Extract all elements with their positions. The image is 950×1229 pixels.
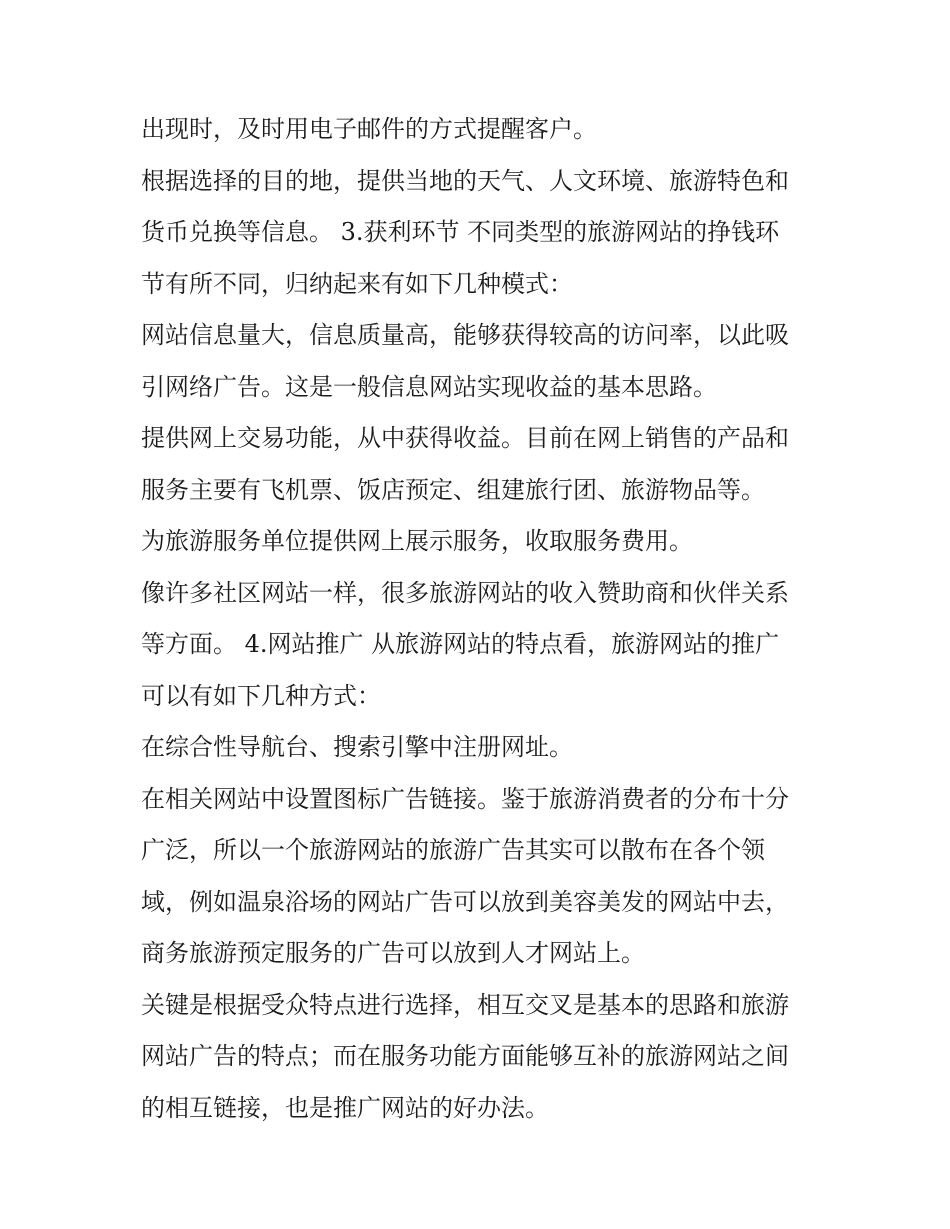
text-line: 等方面。 4.网站推广 从旅游网站的特点看，旅游网站的推广 [141,630,780,658]
text-line: 货币兑换等信息。 3.获利环节 不同类型的旅游网站的挣钱环 [141,218,780,246]
paragraph-advertising-revenue [141,310,821,413]
text-line: 网站信息量大，信息质量高，能够获得较高的访问率，以此吸 [141,321,789,349]
text-line: 为旅游服务单位提供网上展示服务，收取服务费用。 [141,527,693,555]
text-line: 像许多社区网站一样，很多旅游网站的收入赞助商和伙伴关系 [141,578,789,607]
paragraph-cross-linking [141,980,821,1135]
text-line: 域，例如温泉浴场的网站广告可以放到美容美发的网站中去， [141,887,789,916]
text-line: 可以有如下几种方式： [141,681,381,710]
text-line: 的相互链接，也是推广网站的好办法。 [141,1093,549,1122]
text-line: 关键是根据受众特点进行选择，相互交叉是基本的思路和旅游 [141,990,789,1019]
paragraph-email-reminder [141,104,821,156]
paragraph-destination-info [141,156,821,311]
text-line: 出现时，及时用电子邮件的方式提醒客户。 [141,115,597,143]
paragraph-online-trading [141,413,821,516]
text-line: 根据选择的目的地，提供当地的天气、人文环境、旅游特色和 [141,166,789,195]
text-line: 在综合性导航台、搜索引擎中注册网址。 [141,733,573,761]
paragraph-search-registration [141,722,821,774]
paragraph-sponsorship [141,568,821,723]
text-line: 引网络广告。这是一般信息网站实现收益的基本思路。 [141,372,717,401]
text-line: 广泛，所以一个旅游网站的旅游广告其实可以散布在各个领 [141,836,765,864]
text-line: 在相关网站中设置图标广告链接。鉴于旅游消费者的分布十分 [141,784,789,813]
text-line: 商务旅游预定服务的广告可以放到人才网站上。 [141,939,645,967]
text-line: 节有所不同，归纳起来有如下几种模式： [141,269,573,298]
text-line: 网站广告的特点；而在服务功能方面能够互补的旅游网站之间 [141,1042,789,1070]
paragraph-banner-links [141,774,821,980]
text-line: 服务主要有飞机票、饭店预定、组建旅行团、旅游物品等。 [141,475,765,504]
document-body [141,104,821,1134]
paragraph-display-service [141,516,821,568]
text-line: 提供网上交易功能，从中获得收益。目前在网上销售的产品和 [141,424,789,452]
